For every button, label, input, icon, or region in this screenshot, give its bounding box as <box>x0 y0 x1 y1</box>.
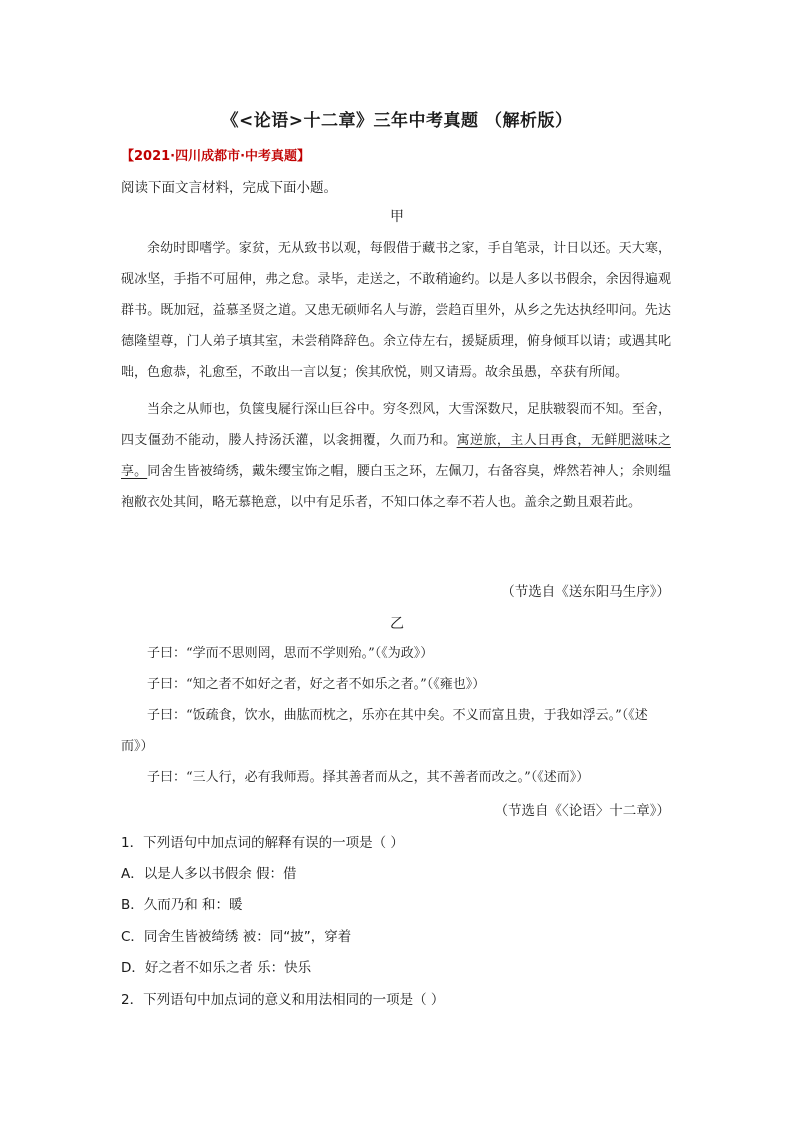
passage-jia <box>121 233 671 518</box>
analects-line: 子曰：“知之者不如好之者，好之者不如乐之者。”（《雍也》） <box>147 677 486 692</box>
instruction-text: 阅读下面文言材料，完成下面小题。 <box>121 180 337 196</box>
passage-jia-paragraph-1: 余幼时即嗜学。家贫，无从致书以观，每假借于藏书之家，手自笔录，计日以还。天大寒，砚冰坚，手指不可屈伸，弗之怠。录毕，走送之，不敢稍逾约。以是人多以书假余，余因得遍观群书。既加冠，益慕圣贤之道。又患无硕师名人与游，尝趋百里外，从乡之先达执经叩问。先达德隆望尊，门人弟子填其室，未尝稍降辞色。余立侍左右，援疑质理，俯身倾耳以请；或遇其叱咄，色愈恭，礼愈至，不敢出一言以复；俟其欣悦，则又请焉。故余虽愚，卒获有所闻。 <box>121 241 671 380</box>
question-2-stem: 2．下列语句中加点词的意义和用法相同的一项是（ ） <box>121 992 445 1008</box>
section-label-yi: 乙 <box>390 616 404 632</box>
question-1-option-c: C．同舍生皆被绮绣 被：同“披”，穿着 <box>121 929 352 945</box>
exam-source-tag: 【2021·四川成都市·中考真题】 <box>121 149 311 164</box>
passage-jia-paragraph-2 <box>121 394 671 518</box>
passage-yi <box>121 638 671 793</box>
passage-jia-source: （节选自《送东阳马生序》） <box>501 584 670 600</box>
question-1-stem: 1．下列语句中加点词的解释有误的一项是（ ） <box>121 835 404 851</box>
underlined-sentence: 寓逆旅，主人日再食，无鲜肥滋味之享。 <box>121 433 671 479</box>
analects-line: 子曰：“学而不思则罔，思而不学则殆。”（《为政》） <box>147 646 434 661</box>
passage-jia-para2-part-a: 当余之从师也，负箧曳屣行深山巨谷中。穷冬烈风，大雪深数尺，足肤皲裂而不知。至舍，四支僵劲不能动，媵人持汤沃灌，以衾拥覆，久而乃和。 <box>121 402 671 448</box>
passage-yi-source: （节选自《〈论语〉十二章》） <box>494 803 670 819</box>
analects-line: 子曰：“饭疏食，饮水，曲肱而枕之，乐亦在其中矣。不义而富且贵，于我如浮云。”（《述而》） <box>121 708 648 754</box>
question-1-option-d: D．好之者不如乐之者 乐：快乐 <box>121 960 312 976</box>
passage-jia-para2-part-b: 同舍生皆被绮绣，戴朱缨宝饰之帽，腰白玉之环，左佩刀，右备容臭，烨然若神人；余则缊袍敝衣处其间，略无慕艳意，以中有足乐者，不知口体之奉不若人也。盖余之勤且艰若此。 <box>121 464 671 510</box>
question-1-option-b: B．久而乃和 和：暖 <box>121 897 243 913</box>
section-label-jia: 甲 <box>390 209 404 225</box>
question-1-option-a: A．以是人多以书假余 假：借 <box>121 866 297 882</box>
page-title: 《<论语>十二章》三年中考真题 （解析版） <box>221 111 573 131</box>
analects-line: 子曰：“三人行，必有我师焉。择其善者而从之，其不善者而改之。”（《述而》） <box>147 770 590 785</box>
